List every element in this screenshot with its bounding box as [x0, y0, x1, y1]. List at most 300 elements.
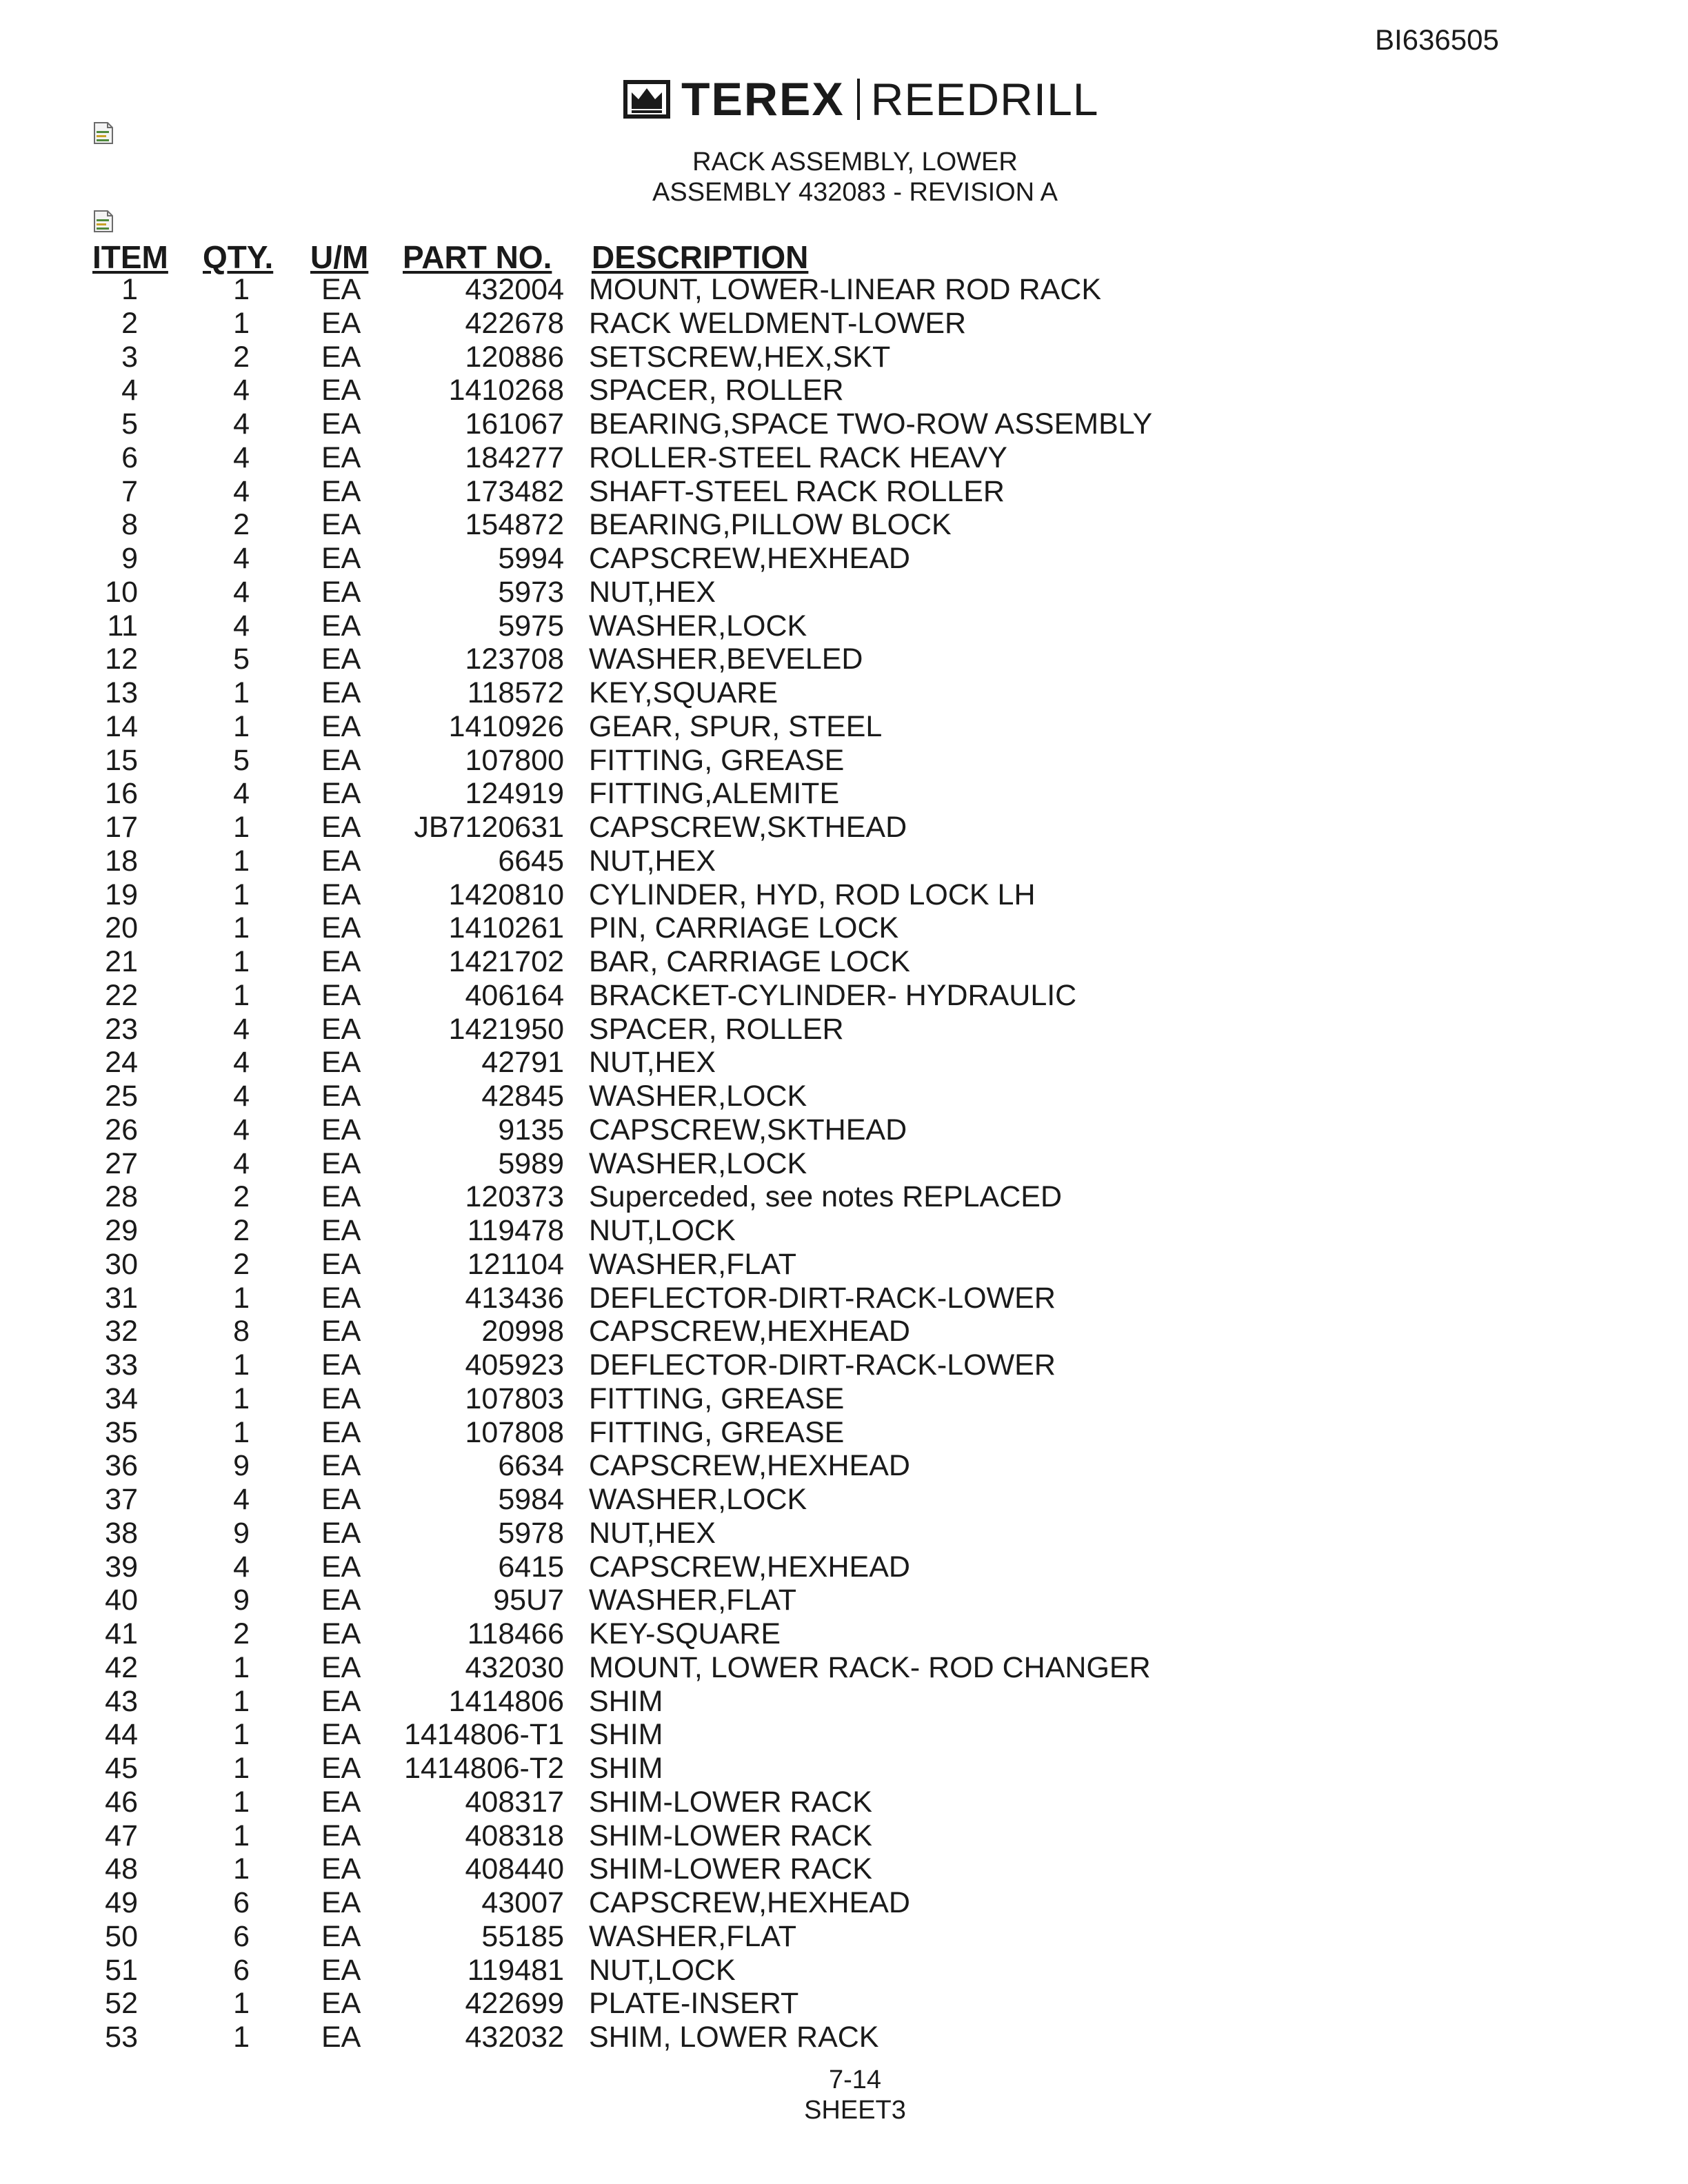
description: GEAR, SPUR, STEEL: [589, 709, 883, 743]
item-number: 22: [105, 978, 138, 1012]
description: SHIM-LOWER RACK: [589, 1819, 872, 1852]
column-header-part-no: PART NO.: [403, 239, 552, 275]
part-number: 120886: [465, 340, 564, 374]
assembly-title: RACK ASSEMBLY, LOWER: [692, 148, 1018, 176]
quantity: 4: [233, 1046, 250, 1080]
unit-of-measure: EA: [321, 978, 361, 1012]
description: CAPSCREW,HEXHEAD: [589, 1449, 910, 1483]
quantity: 1: [233, 1281, 250, 1315]
table-row: [0, 576, 1688, 609]
column-header-item: ITEM: [92, 239, 168, 275]
part-number: JB7120631: [414, 811, 564, 844]
quantity: 6: [233, 1953, 250, 1987]
table-row: [0, 1987, 1688, 2021]
unit-of-measure: EA: [321, 1752, 361, 1785]
item-number: 27: [105, 1146, 138, 1180]
table-row: [0, 307, 1688, 341]
part-number: 408440: [465, 1852, 564, 1886]
description: CAPSCREW,HEXHEAD: [589, 1886, 910, 1919]
item-number: 19: [105, 878, 138, 911]
table-row: [0, 1517, 1688, 1550]
table-row: [0, 1080, 1688, 1113]
unit-of-measure: EA: [321, 878, 361, 911]
table-row: [0, 777, 1688, 811]
quantity: 1: [233, 1348, 250, 1382]
part-number: 5975: [498, 609, 564, 643]
unit-of-measure: EA: [321, 643, 361, 676]
unit-of-measure: EA: [321, 1046, 361, 1080]
unit-of-measure: EA: [321, 1584, 361, 1617]
part-number: 173482: [465, 474, 564, 508]
item-number: 40: [105, 1584, 138, 1617]
quantity: 1: [233, 306, 250, 340]
description: KEY-SQUARE: [589, 1617, 781, 1650]
unit-of-measure: EA: [321, 1449, 361, 1483]
item-number: 8: [121, 508, 138, 542]
description: SHIM: [589, 1684, 663, 1718]
unit-of-measure: EA: [321, 1483, 361, 1516]
table-row: [0, 341, 1688, 374]
unit-of-measure: EA: [321, 2021, 361, 2054]
unit-of-measure: EA: [321, 777, 361, 811]
item-number: 44: [105, 1718, 138, 1752]
table-row: [0, 1920, 1688, 1954]
unit-of-measure: EA: [321, 1080, 361, 1113]
part-number: 9135: [498, 1113, 564, 1146]
item-number: 34: [105, 1382, 138, 1415]
item-number: 7: [121, 474, 138, 508]
description: SHAFT-STEEL RACK ROLLER: [589, 474, 1005, 508]
item-number: 32: [105, 1315, 138, 1348]
quantity: 1: [233, 1752, 250, 1785]
column-header-qty: QTY.: [203, 239, 274, 275]
table-row: [0, 1248, 1688, 1282]
table-row: [0, 911, 1688, 945]
description: SETSCREW,HEX,SKT: [589, 340, 891, 374]
item-number: 28: [105, 1180, 138, 1214]
item-number: 52: [105, 1987, 138, 2021]
quantity: 2: [233, 1180, 250, 1214]
item-number: 18: [105, 844, 138, 878]
page-number: 7-14: [828, 2065, 882, 2094]
description: WASHER,FLAT: [589, 1919, 797, 1953]
quantity: 1: [233, 1785, 250, 1819]
item-number: 23: [105, 1012, 138, 1046]
unit-of-measure: EA: [321, 844, 361, 878]
table-row: [0, 609, 1688, 643]
table-row: [0, 676, 1688, 710]
quantity: 4: [233, 474, 250, 508]
table-row: [0, 1752, 1688, 1786]
quantity: 1: [233, 978, 250, 1012]
unit-of-measure: EA: [321, 374, 361, 407]
part-number: 121104: [467, 1247, 564, 1281]
item-number: 9: [121, 542, 138, 575]
part-number: 107808: [465, 1415, 564, 1449]
description: CAPSCREW,SKTHEAD: [589, 811, 907, 844]
quantity: 2: [233, 1214, 250, 1247]
part-number: 118466: [467, 1617, 564, 1650]
table-row: [0, 878, 1688, 912]
part-number: 20998: [481, 1315, 564, 1348]
unit-of-measure: EA: [321, 1550, 361, 1584]
quantity: 1: [233, 911, 250, 945]
part-number: 120373: [465, 1180, 564, 1214]
item-number: 46: [105, 1785, 138, 1819]
table-row: [0, 1718, 1688, 1752]
table-row: [0, 1348, 1688, 1382]
item-number: 38: [105, 1516, 138, 1550]
unit-of-measure: EA: [321, 1852, 361, 1886]
table-row: [0, 374, 1688, 407]
part-number: 161067: [465, 407, 564, 441]
part-number: 6415: [498, 1550, 564, 1584]
unit-of-measure: EA: [321, 811, 361, 844]
description: NUT,HEX: [589, 1046, 716, 1080]
item-number: 25: [105, 1080, 138, 1113]
table-row: [0, 979, 1688, 1013]
item-number: 26: [105, 1113, 138, 1146]
unit-of-measure: EA: [321, 542, 361, 575]
part-number: 6634: [498, 1449, 564, 1483]
description: CYLINDER, HYD, ROD LOCK LH: [589, 878, 1036, 911]
unit-of-measure: EA: [321, 676, 361, 709]
table-row: [0, 811, 1688, 845]
quantity: 1: [233, 1987, 250, 2021]
quantity: 1: [233, 1819, 250, 1852]
logo-divider: [857, 79, 860, 120]
description: CAPSCREW,SKTHEAD: [589, 1113, 907, 1146]
quantity: 1: [233, 878, 250, 911]
table-row: [0, 1046, 1688, 1080]
quantity: 2: [233, 508, 250, 542]
part-number: 6645: [498, 844, 564, 878]
unit-of-measure: EA: [321, 441, 361, 474]
terex-reedrill-logo: [622, 74, 1099, 124]
quantity: 1: [233, 1382, 250, 1415]
quantity: 4: [233, 407, 250, 441]
unit-of-measure: EA: [321, 1650, 361, 1684]
description: WASHER,FLAT: [589, 1247, 797, 1281]
column-header-um: U/M: [310, 239, 369, 275]
table-row: [0, 1214, 1688, 1248]
description: SHIM-LOWER RACK: [589, 1852, 872, 1886]
sheet-label: SHEET3: [804, 2096, 906, 2125]
unit-of-measure: EA: [321, 1617, 361, 1650]
part-number: 154872: [465, 508, 564, 542]
table-row: [0, 1013, 1688, 1046]
part-number: 42791: [481, 1046, 564, 1080]
table-row: [0, 1180, 1688, 1214]
quantity: 9: [233, 1584, 250, 1617]
item-number: 2: [121, 306, 138, 340]
quantity: 4: [233, 609, 250, 643]
part-number: 5984: [498, 1483, 564, 1516]
description: BEARING,SPACE TWO-ROW ASSEMBLY: [589, 407, 1153, 441]
table-row: [0, 407, 1688, 441]
unit-of-measure: EA: [321, 1281, 361, 1315]
document-id: BI636505: [1375, 23, 1499, 56]
item-number: 10: [105, 575, 138, 609]
part-number: 1414806: [448, 1684, 564, 1718]
description: WASHER,FLAT: [589, 1584, 797, 1617]
part-number: 55185: [481, 1919, 564, 1953]
part-number: 5989: [498, 1146, 564, 1180]
part-number: 119478: [467, 1214, 564, 1247]
table-row: [0, 1483, 1688, 1517]
item-number: 50: [105, 1919, 138, 1953]
unit-of-measure: EA: [321, 1953, 361, 1987]
part-number: 42845: [481, 1080, 564, 1113]
unit-of-measure: EA: [321, 1012, 361, 1046]
unit-of-measure: EA: [321, 1987, 361, 2021]
quantity: 4: [233, 777, 250, 811]
description: SHIM-LOWER RACK: [589, 1785, 872, 1819]
quantity: 2: [233, 1617, 250, 1650]
item-number: 5: [121, 407, 138, 441]
table-row: [0, 1416, 1688, 1450]
description: PIN, CARRIAGE LOCK: [589, 911, 899, 945]
item-number: 16: [105, 777, 138, 811]
item-number: 51: [105, 1953, 138, 1987]
table-row: [0, 1786, 1688, 1819]
description: CAPSCREW,HEXHEAD: [589, 1315, 910, 1348]
item-number: 20: [105, 911, 138, 945]
table-row: [0, 1550, 1688, 1584]
item-number: 11: [107, 609, 138, 643]
embedded-file-icon[interactable]: [92, 210, 114, 233]
unit-of-measure: EA: [321, 1718, 361, 1752]
item-number: 49: [105, 1886, 138, 1919]
quantity: 4: [233, 1080, 250, 1113]
description: SHIM, LOWER RACK: [589, 2021, 879, 2054]
quantity: 1: [233, 945, 250, 978]
quantity: 5: [233, 743, 250, 777]
unit-of-measure: EA: [321, 575, 361, 609]
description: WASHER,LOCK: [589, 1080, 807, 1113]
description: MOUNT, LOWER RACK- ROD CHANGER: [589, 1650, 1151, 1684]
table-row: [0, 1282, 1688, 1315]
unit-of-measure: EA: [321, 474, 361, 508]
description: WASHER,LOCK: [589, 1483, 807, 1516]
quantity: 1: [233, 2021, 250, 2054]
column-header-description: DESCRIPTION: [592, 239, 809, 275]
table-row: [0, 1315, 1688, 1348]
part-number: 1420810: [448, 878, 564, 911]
unit-of-measure: EA: [321, 1247, 361, 1281]
unit-of-measure: EA: [321, 709, 361, 743]
part-number: 1410261: [448, 911, 564, 945]
assembly-subtitle: ASSEMBLY 432083 - REVISION A: [652, 178, 1058, 207]
unit-of-measure: EA: [321, 743, 361, 777]
item-number: 6: [121, 441, 138, 474]
table-row: [0, 710, 1688, 744]
unit-of-measure: EA: [321, 407, 361, 441]
table-row: [0, 1584, 1688, 1617]
unit-of-measure: EA: [321, 911, 361, 945]
table-row: [0, 643, 1688, 676]
description: SHIM: [589, 1752, 663, 1785]
part-number: 413436: [465, 1281, 564, 1315]
item-number: 31: [105, 1281, 138, 1315]
part-number: 5978: [498, 1516, 564, 1550]
part-number: 432004: [465, 273, 564, 306]
item-number: 42: [105, 1650, 138, 1684]
item-number: 14: [105, 709, 138, 743]
quantity: 5: [233, 643, 250, 676]
table-row: [0, 508, 1688, 542]
description: DEFLECTOR-DIRT-RACK-LOWER: [589, 1348, 1056, 1382]
part-number: 5994: [498, 542, 564, 575]
description: FITTING, GREASE: [589, 1415, 845, 1449]
quantity: 4: [233, 441, 250, 474]
item-number: 36: [105, 1449, 138, 1483]
unit-of-measure: EA: [321, 1919, 361, 1953]
part-number: 107800: [465, 743, 564, 777]
description: DEFLECTOR-DIRT-RACK-LOWER: [589, 1281, 1056, 1315]
description: SPACER, ROLLER: [589, 374, 844, 407]
item-number: 33: [105, 1348, 138, 1382]
description: NUT,LOCK: [589, 1214, 736, 1247]
embedded-file-icon[interactable]: [92, 121, 114, 145]
item-number: 35: [105, 1415, 138, 1449]
table-row: [0, 2021, 1688, 2054]
table-row: [0, 1685, 1688, 1719]
quantity: 1: [233, 1415, 250, 1449]
description: FITTING, GREASE: [589, 743, 845, 777]
part-number: 432032: [465, 2021, 564, 2054]
unit-of-measure: EA: [321, 1886, 361, 1919]
part-number: 123708: [465, 643, 564, 676]
item-number: 21: [105, 945, 138, 978]
table-row: [0, 1382, 1688, 1416]
unit-of-measure: EA: [321, 1516, 361, 1550]
quantity: 4: [233, 575, 250, 609]
item-number: 41: [105, 1617, 138, 1650]
parts-table: [0, 273, 1688, 2054]
table-row: [0, 1113, 1688, 1147]
part-number: 1414806-T1: [404, 1718, 564, 1752]
table-row: [0, 1147, 1688, 1181]
unit-of-measure: EA: [321, 945, 361, 978]
part-number: 432030: [465, 1650, 564, 1684]
quantity: 4: [233, 1146, 250, 1180]
part-number: 422678: [465, 306, 564, 340]
description: FITTING, GREASE: [589, 1382, 845, 1415]
description: ROLLER-STEEL RACK HEAVY: [589, 441, 1007, 474]
item-number: 24: [105, 1046, 138, 1080]
quantity: 1: [233, 1684, 250, 1718]
item-number: 45: [105, 1752, 138, 1785]
unit-of-measure: EA: [321, 1348, 361, 1382]
table-row: [0, 475, 1688, 509]
item-number: 17: [105, 811, 138, 844]
part-number: 1410926: [448, 709, 564, 743]
item-number: 1: [121, 273, 138, 306]
table-row: [0, 1449, 1688, 1483]
quantity: 4: [233, 1550, 250, 1584]
quantity: 1: [233, 1852, 250, 1886]
description: CAPSCREW,HEXHEAD: [589, 542, 910, 575]
part-number: 1421950: [448, 1012, 564, 1046]
part-number: 107803: [465, 1382, 564, 1415]
brand-reedrill: REEDRILL: [870, 74, 1099, 125]
part-number: 95U7: [493, 1584, 564, 1617]
table-row: [0, 1852, 1688, 1886]
quantity: 1: [233, 273, 250, 306]
part-number: 1410268: [448, 374, 564, 407]
quantity: 6: [233, 1919, 250, 1953]
unit-of-measure: EA: [321, 1113, 361, 1146]
description: WASHER,LOCK: [589, 609, 807, 643]
quantity: 2: [233, 340, 250, 374]
quantity: 1: [233, 1718, 250, 1752]
unit-of-measure: EA: [321, 1180, 361, 1214]
item-number: 3: [121, 340, 138, 374]
quantity: 1: [233, 676, 250, 709]
description: WASHER,BEVELED: [589, 643, 863, 676]
quantity: 9: [233, 1516, 250, 1550]
unit-of-measure: EA: [321, 1315, 361, 1348]
quantity: 6: [233, 1886, 250, 1919]
quantity: 1: [233, 811, 250, 844]
item-number: 39: [105, 1550, 138, 1584]
part-number: 405923: [465, 1348, 564, 1382]
description: NUT,LOCK: [589, 1953, 736, 1987]
description: SPACER, ROLLER: [589, 1012, 844, 1046]
part-number: 184277: [465, 441, 564, 474]
description: KEY,SQUARE: [589, 676, 778, 709]
quantity: 4: [233, 374, 250, 407]
unit-of-measure: EA: [321, 1146, 361, 1180]
table-row: [0, 744, 1688, 778]
item-number: 29: [105, 1214, 138, 1247]
unit-of-measure: EA: [321, 1819, 361, 1852]
item-number: 30: [105, 1247, 138, 1281]
description: BAR, CARRIAGE LOCK: [589, 945, 910, 978]
item-number: 48: [105, 1852, 138, 1886]
item-number: 15: [105, 743, 138, 777]
table-row: [0, 273, 1688, 307]
unit-of-measure: EA: [321, 1785, 361, 1819]
description: NUT,HEX: [589, 575, 716, 609]
item-number: 53: [105, 2021, 138, 2054]
unit-of-measure: EA: [321, 508, 361, 542]
part-number: 1414806-T2: [404, 1752, 564, 1785]
part-number: 119481: [467, 1953, 564, 1987]
unit-of-measure: EA: [321, 1382, 361, 1415]
unit-of-measure: EA: [321, 1415, 361, 1449]
part-number: 422699: [465, 1987, 564, 2021]
part-number: 1421702: [448, 945, 564, 978]
quantity: 1: [233, 709, 250, 743]
item-number: 43: [105, 1684, 138, 1718]
quantity: 2: [233, 1247, 250, 1281]
part-number: 408317: [465, 1785, 564, 1819]
table-row: [0, 1617, 1688, 1651]
description: WASHER,LOCK: [589, 1146, 807, 1180]
description: NUT,HEX: [589, 844, 716, 878]
table-row: [0, 1819, 1688, 1853]
part-number: 5973: [498, 575, 564, 609]
description: NUT,HEX: [589, 1516, 716, 1550]
terex-crown-logo-icon: [622, 79, 672, 120]
unit-of-measure: EA: [321, 273, 361, 306]
item-number: 4: [121, 374, 138, 407]
unit-of-measure: EA: [321, 1214, 361, 1247]
unit-of-measure: EA: [321, 340, 361, 374]
description: FITTING,ALEMITE: [589, 777, 840, 811]
